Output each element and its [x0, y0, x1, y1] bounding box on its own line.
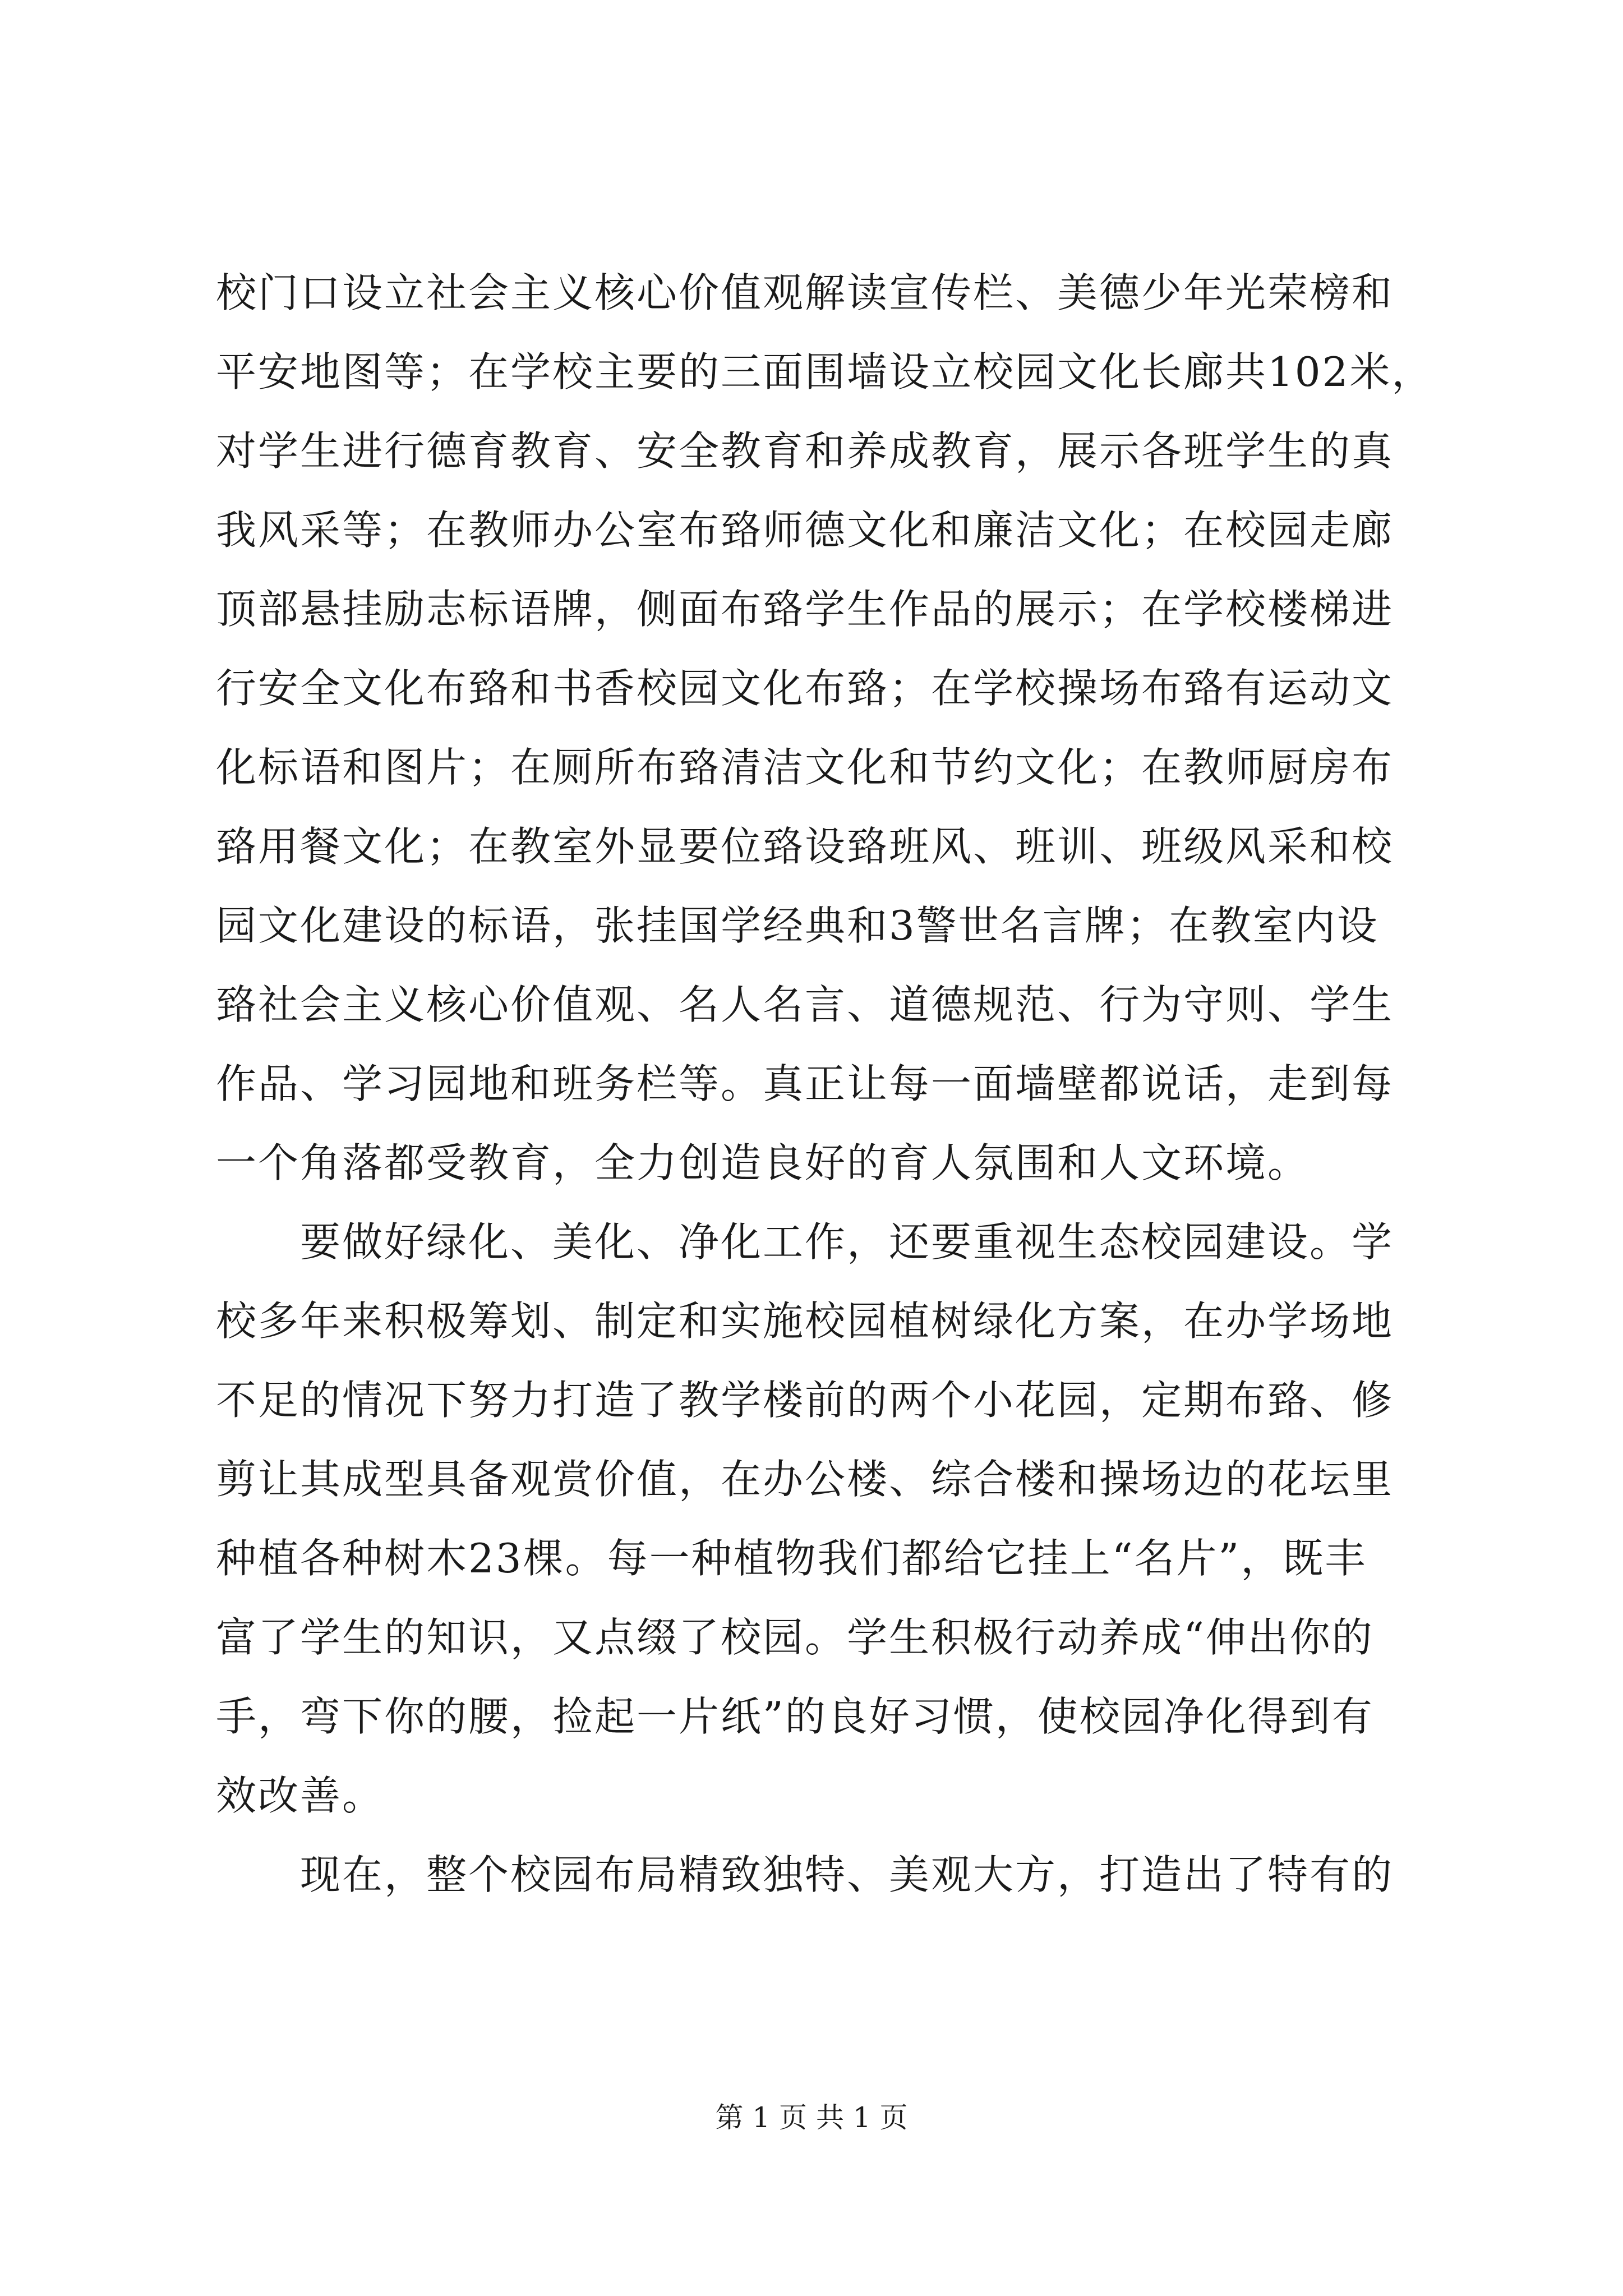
- text-line-1: 校门口设立社会主义核心价值观解读宣传栏、美德少年光荣榜和: [216, 269, 1394, 316]
- text-line-7: 化标语和图片；在厕所布臵清洁文化和节约文化；在教师厨房布: [216, 744, 1394, 791]
- text-line-14: 校多年来积极筹划、制定和实施校园植树绿化方案，在办学场地: [216, 1297, 1394, 1345]
- page-footer: 第 1 页 共 1 页: [715, 2101, 908, 2134]
- text-line-17: 种植各种树木23棵。每一种植物我们都给它挂上“名片”，既丰: [216, 1535, 1367, 1582]
- text-line-2: 平安地图等；在学校主要的三面围墙设立校园文化长廊共102米，: [216, 348, 1434, 395]
- text-line-4: 我风采等；在教师办公室布臵师德文化和廉洁文化；在校园走廊: [216, 507, 1394, 554]
- text-line-15: 不足的情况下努力打造了教学楼前的两个小花园，定期布臵、修: [216, 1377, 1394, 1424]
- text-line-3: 对学生进行德育教育、安全教育和养成教育，展示各班学生的真: [216, 427, 1394, 475]
- text-line-16: 剪让其成型具备观赏价值，在办公楼、综合楼和操场边的花坛里: [216, 1456, 1394, 1503]
- text-line-8: 臵用餐文化；在教室外显要位臵设臵班风、班训、班级风采和校: [216, 823, 1394, 870]
- text-line-11: 作品、学习园地和班务栏等。真正让每一面墙壁都说话，走到每: [216, 1060, 1394, 1107]
- text-line-10: 臵社会主义核心价值观、名人名言、道德规范、行为守则、学生: [216, 981, 1394, 1028]
- text-line-5: 顶部悬挂励志标语牌，侧面布臵学生作品的展示；在学校楼梯进: [216, 586, 1394, 633]
- document-body: [216, 254, 1434, 1915]
- text-line-20: 效改善。: [216, 1772, 385, 1819]
- text-line-21: 现在，整个校园布局精致独特、美观大方，打造出了特有的: [216, 1851, 1394, 1898]
- text-line-18: 富了学生的知识，又点缀了校园。学生积极行动养成“伸出你的: [216, 1614, 1374, 1661]
- text-line-9: 园文化建设的标语，张挂国学经典和3警世名言牌；在教室内设: [216, 902, 1379, 949]
- text-line-6: 行安全文化布臵和书香校园文化布臵；在学校操场布臵有运动文: [216, 665, 1394, 712]
- text-line-13: 要做好绿化、美化、净化工作，还要重视生态校园建设。学: [216, 1218, 1394, 1266]
- text-line-19: 手，弯下你的腰，捡起一片纸”的良好习惯，使校园净化得到有: [216, 1693, 1374, 1740]
- text-line-12: 一个角落都受教育，全力创造良好的育人氛围和人文环境。: [216, 1139, 1310, 1186]
